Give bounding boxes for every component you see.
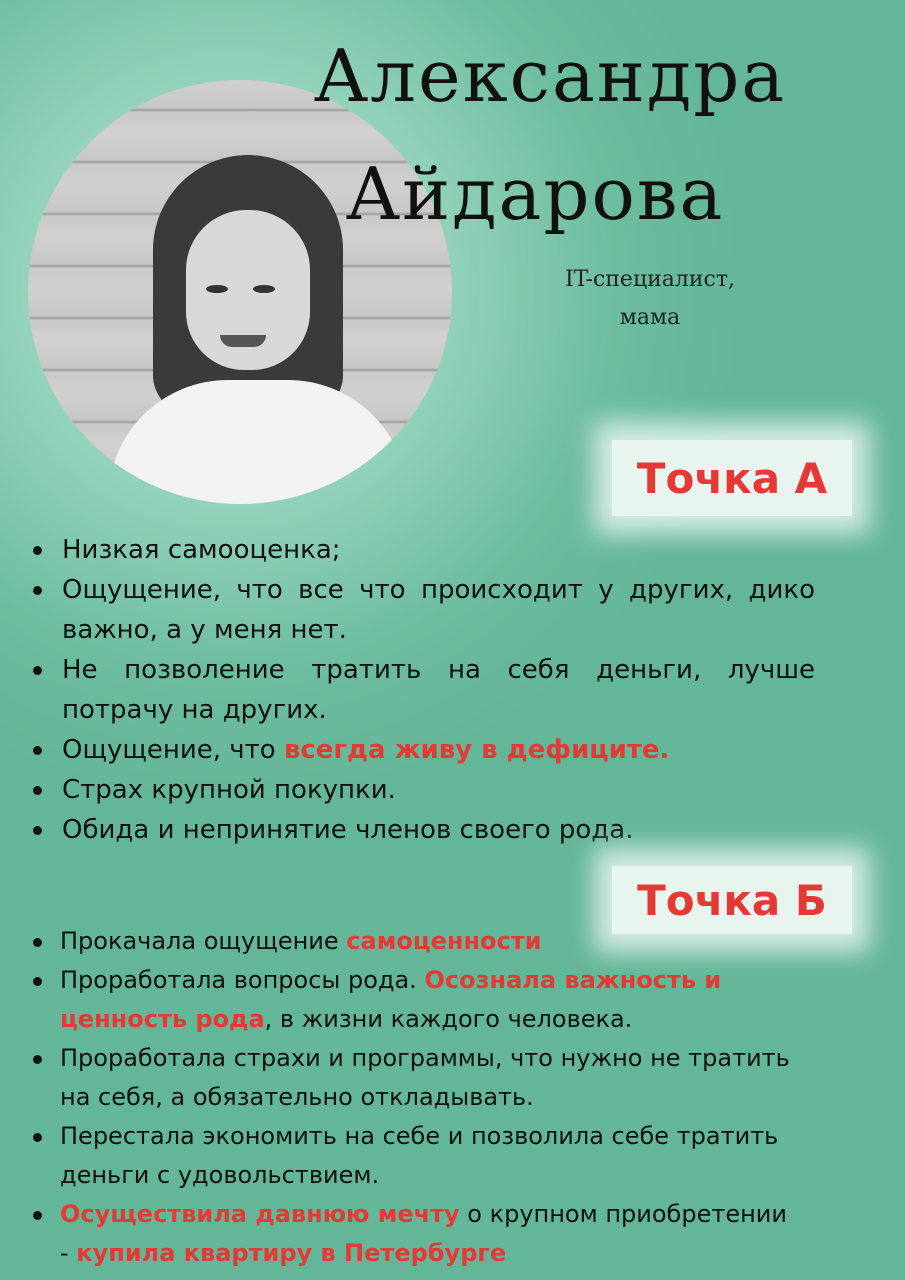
item-text-after: , в жизни каждого человека. [264, 1005, 633, 1033]
item-text: Перестала экономить на себе и позволила себе тратить деньги с удовольствием. [60, 1122, 779, 1189]
point-a-title: Точка А [636, 453, 828, 503]
point-a-heading-box [612, 440, 852, 516]
subtitle-line-2: мама [619, 305, 681, 330]
portrait-shirt [108, 380, 408, 504]
item-highlight: всегда живу в дефиците. [283, 735, 670, 765]
item-text: Прокачала ощущение [60, 927, 347, 955]
item-highlight: Осуществила давнюю мечту [60, 1200, 460, 1228]
point-a-item [30, 810, 815, 850]
item-text: Ощущение, что [62, 735, 284, 765]
first-name: Александра [313, 34, 787, 118]
point-a-item [30, 530, 815, 570]
portrait-mouth [220, 335, 266, 347]
point-a-list [30, 530, 815, 850]
item-highlight: Осознала важность и ценность рода [60, 966, 722, 1033]
portrait-eye-right [253, 285, 275, 293]
item-text: Ощущение, что все что происходит у других, дико важно, а у меня нет. [62, 575, 815, 645]
point-b-item [30, 1195, 790, 1273]
point-b-item [30, 1117, 790, 1195]
last-name: Айдарова [345, 152, 725, 236]
item-highlight-2: купила квартиру в Петербурге [76, 1239, 507, 1267]
item-text: о крупном приобретении - [60, 1200, 787, 1267]
item-text: Обида и непринятие членов своего рода. [62, 815, 634, 845]
portrait-photo [28, 80, 452, 504]
point-b-list [30, 922, 790, 1273]
item-text: Проработала страхи и программы, что нужно не тратить на себя, а обязательно откладывать. [60, 1044, 790, 1111]
point-b-item [30, 1039, 790, 1117]
item-highlight: самоценности [346, 927, 542, 955]
point-a-item [30, 650, 815, 730]
item-text: Не позволение тратить на себя деньги, лучше потрачу на других. [62, 655, 815, 725]
item-text: Низкая самооценка; [62, 535, 341, 565]
point-b-title: Точка Б [637, 875, 827, 925]
item-text: Страх крупной покупки. [62, 775, 396, 805]
portrait-eye-left [206, 285, 228, 293]
point-b-item [30, 922, 790, 961]
subtitle-line-1: IT-специалист, [564, 267, 736, 292]
item-text: Проработала вопросы рода. [60, 966, 425, 994]
point-a-item [30, 730, 815, 770]
point-a-item [30, 570, 815, 650]
point-a-item [30, 770, 815, 810]
point-b-item [30, 961, 790, 1039]
